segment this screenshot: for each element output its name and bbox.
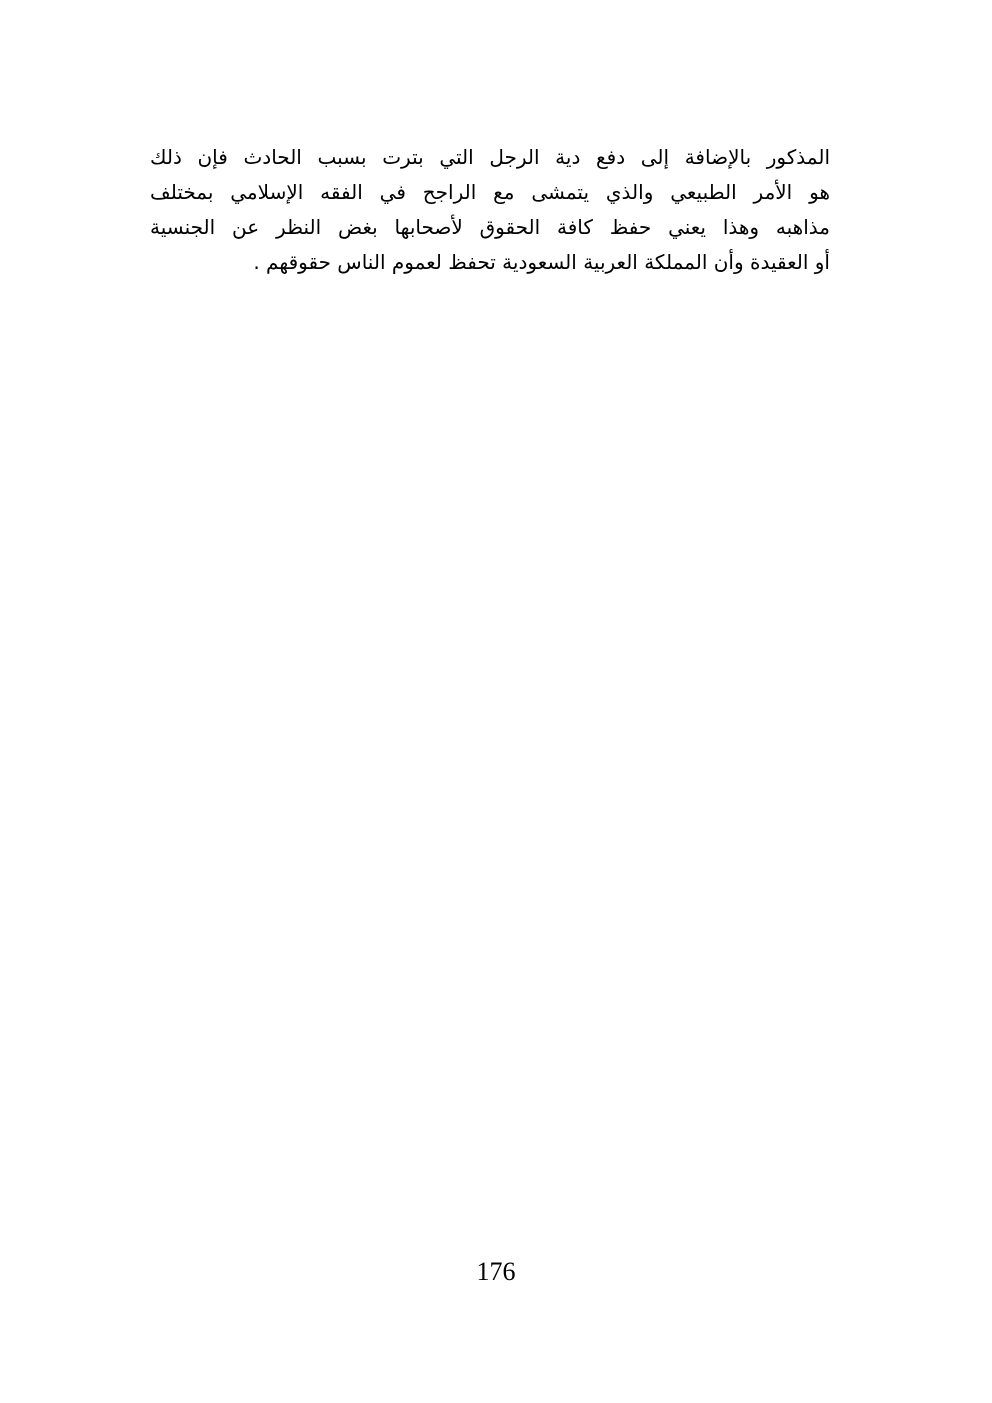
body-paragraph — [150, 140, 830, 280]
page-number: 176 — [476, 1257, 516, 1286]
paragraph-line-1: المذكور بالإضافة إلى دفع دية الرجل التي بترت بسبب الحادث فإن ذلك — [150, 145, 830, 169]
paragraph-line-3: مذاهبه وهذا يعني حفظ كافة الحقوق لأصحابها بغض النظر عن الجنسية — [150, 215, 830, 239]
paragraph-line-4: أو العقيدة وأن المملكة العربية السعودية تحفظ لعموم الناس حقوقهم . — [253, 250, 830, 274]
paragraph-line-2: هو الأمر الطبيعي والذي يتمشى مع الراجح في الفقه الإسلامي بمختلف — [150, 180, 830, 204]
